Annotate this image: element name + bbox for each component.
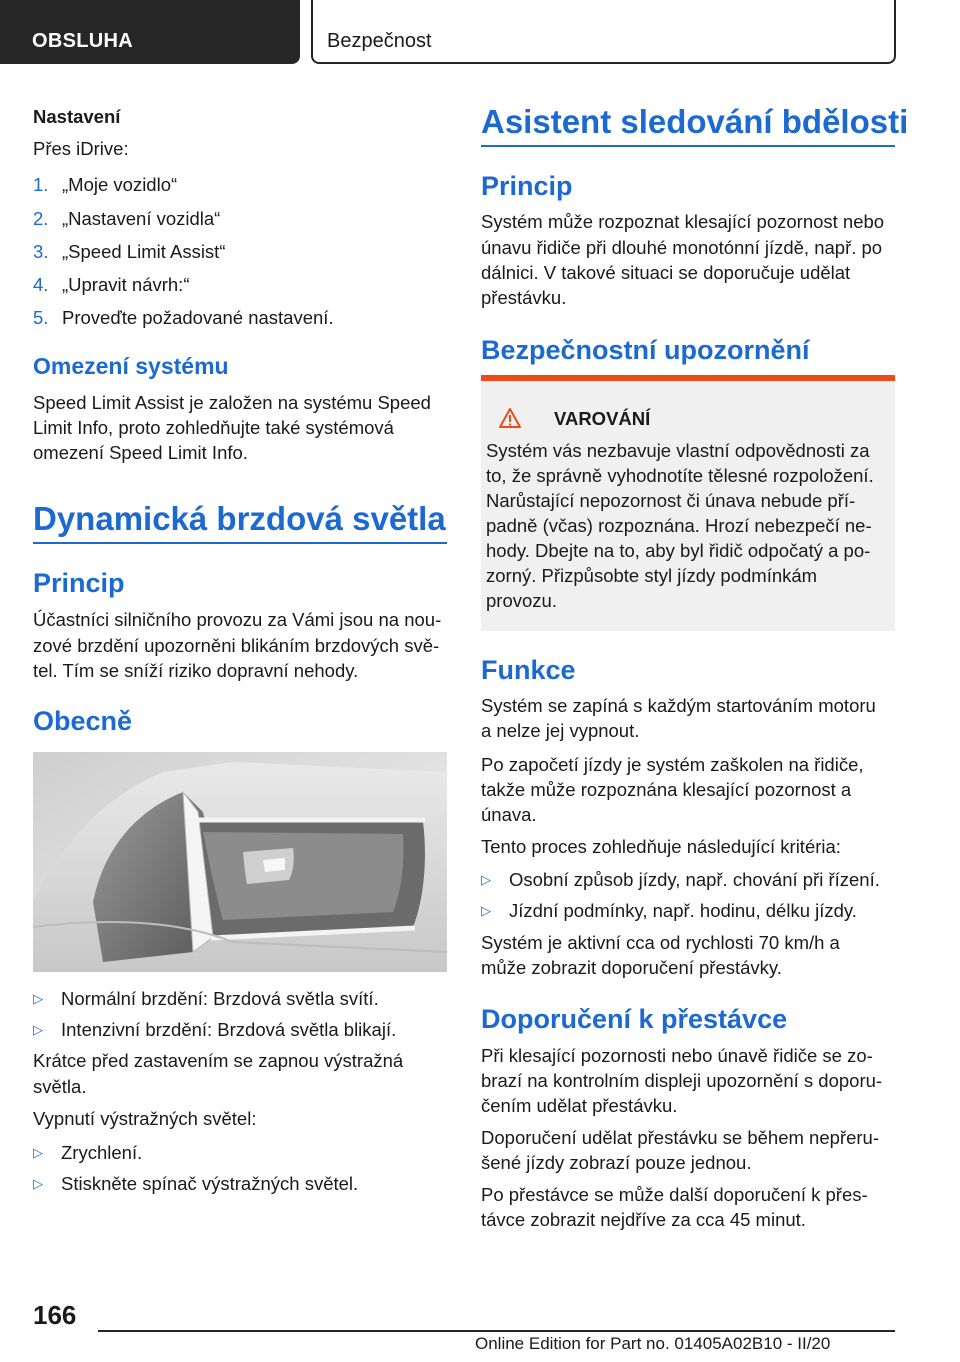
triangle-bullet-icon: ▷	[33, 991, 43, 1006]
break-line: šené jízdy zobrazí pouze jednou.	[481, 1152, 752, 1173]
function-line: Tento proces zohledňuje následující kritéria:	[481, 836, 841, 857]
break-line: Při klesající pozornosti nebo únavě řidiče se zo-	[481, 1045, 873, 1066]
warning-line: Narůstající nepozornost či únava nebude pří-	[486, 490, 856, 511]
criteria-item	[481, 897, 857, 926]
bullet-text: Stiskněte spínač výstražných světel.	[61, 1173, 359, 1194]
limits-line: Limit Info, proto zohledňujte také systémová	[33, 417, 394, 438]
step-number: 3.	[33, 241, 49, 262]
bullet-text: Normální brzdění: Brzdová světla svítí.	[61, 988, 379, 1009]
princip-line: Systém může rozpoznat klesající pozornost nebo	[481, 211, 885, 232]
step-number: 4.	[33, 274, 49, 295]
step-number: 2.	[33, 208, 49, 229]
warning-label: VAROVÁNÍ	[554, 408, 651, 429]
criteria-text: Jízdní podmínky, např. hodinu, délku jízdy.	[509, 900, 857, 921]
footer-rule	[98, 1330, 895, 1332]
function-line: takže může rozpoznána klesající pozornost a	[481, 779, 852, 800]
step-item	[33, 304, 334, 331]
footer-edition: Online Edition for Part no. 01405A02B10 - II/20	[475, 1334, 831, 1353]
step-item	[33, 171, 177, 198]
bullet-item	[33, 985, 379, 1014]
warning-line: zorný. Přizpůsobte styl jízdy podmínkám	[486, 565, 818, 586]
princip-heading: Princip	[33, 568, 125, 598]
function-heading: Funkce	[481, 655, 576, 685]
general-heading: Obecně	[33, 706, 133, 736]
settings-heading: Nastavení	[33, 106, 121, 127]
step-text: Proveďte požadované nastavení.	[62, 307, 334, 328]
safety-heading: Bezpečnostní upozornění	[481, 335, 810, 365]
function-line: Po započetí jízdy je systém zaškolen na řidiče,	[481, 754, 864, 775]
break-heading: Doporučení k přestávce	[481, 1004, 788, 1034]
function-line: a nelze jej vypnout.	[481, 720, 640, 741]
bullet-text: Intenzivní brzdění: Brzdová světla blikají.	[61, 1019, 397, 1040]
triangle-bullet-icon: ▷	[33, 1145, 43, 1160]
triangle-bullet-icon: ▷	[33, 1022, 43, 1037]
step-text: „Upravit návrh:“	[62, 274, 190, 295]
triangle-bullet-icon: ▷	[33, 1176, 43, 1191]
princip-line: tel. Tím se sníží riziko dopravní nehody.	[33, 660, 359, 681]
warning-line: padně (včas) rozpoznána. Hrozí nebezpečí ne-	[486, 515, 872, 536]
step-number: 5.	[33, 307, 49, 328]
break-line: Po přestávce se může další doporučení k přes-	[481, 1184, 868, 1205]
function-line: Systém se zapíná s každým startováním motoru	[481, 695, 876, 716]
short-stop-line: světla.	[33, 1076, 87, 1097]
header-section-tab	[0, 0, 300, 64]
function-line: může zobrazit doporučení přestávky.	[481, 957, 782, 978]
princip-line: přestávku.	[481, 287, 567, 308]
bullet-item	[33, 1170, 358, 1199]
triangle-bullet-icon: ▷	[481, 872, 491, 887]
function-line: Systém je aktivní cca od rychlosti 70 km/h a	[481, 932, 840, 953]
step-item	[33, 205, 220, 232]
step-item	[33, 271, 189, 298]
bullet-text: Zrychlení.	[61, 1142, 143, 1163]
function-line: únava.	[481, 804, 537, 825]
break-line: čením udělat přestávku.	[481, 1095, 678, 1116]
header-topic-label: Bezpečnost	[327, 30, 432, 52]
title-underline	[481, 145, 895, 147]
tail-light-image	[33, 752, 447, 972]
limits-line: Speed Limit Assist je založen na systému Speed	[33, 392, 431, 413]
via-idrive-text: Přes iDrive:	[33, 138, 129, 159]
dynamic-brake-lights-title: Dynamická brzdová světla	[33, 500, 446, 537]
title-underline	[33, 542, 447, 544]
princip-line: zové brzdění upozorněni blikáním brzdových svě-	[33, 635, 440, 656]
warning-line: hody. Dbejte na to, aby byl řidič odpočatý a po-	[486, 540, 871, 561]
princip-heading: Princip	[481, 171, 573, 201]
step-number: 1.	[33, 174, 49, 195]
step-text: „Speed Limit Assist“	[62, 241, 226, 262]
warning-line: Systém vás nezbavuje vlastní odpovědnosti za	[486, 440, 870, 461]
alertness-assistant-title: Asistent sledování bdělosti	[481, 103, 909, 140]
warning-line: to, že správně vyhodnotíte tělesné rozpoložení.	[486, 465, 874, 486]
step-item	[33, 238, 225, 265]
step-text: „Moje vozidlo“	[62, 174, 178, 195]
princip-line: Účastníci silničního provozu za Vámi jsou na nou-	[33, 609, 442, 630]
criteria-text: Osobní způsob jízdy, např. chování při řízení.	[509, 869, 880, 890]
criteria-item	[481, 866, 880, 895]
bullet-item	[33, 1016, 396, 1045]
break-line: távce zobrazit nejdříve za cca 45 minut.	[481, 1209, 806, 1230]
short-stop-line: Krátce před zastavením se zapnou výstražná	[33, 1050, 404, 1071]
header-topic-tab	[311, 0, 896, 64]
limits-heading: Omezení systému	[33, 353, 229, 379]
hazard-off-text: Vypnutí výstražných světel:	[33, 1108, 257, 1129]
warning-line: provozu.	[486, 590, 557, 611]
limits-line: omezení Speed Limit Info.	[33, 442, 248, 463]
princip-line: únavu řidiče při dlouhé monotónní jízdě, např. po	[481, 237, 883, 258]
bullet-item	[33, 1139, 142, 1168]
warning-triangle-icon	[498, 407, 522, 429]
break-line: Doporučení udělat přestávku se během nepřeru-	[481, 1127, 879, 1148]
page-number: 166	[33, 1300, 77, 1330]
warning-box	[481, 375, 895, 631]
break-line: brazí na kontrolním displeji upozornění s doporu-	[481, 1070, 883, 1091]
princip-line: dálnici. V takové situaci se doporučuje udělat	[481, 262, 851, 283]
triangle-bullet-icon: ▷	[481, 903, 491, 918]
header-section-label: OBSLUHA	[32, 30, 133, 52]
step-text: „Nastavení vozidla“	[62, 208, 221, 229]
